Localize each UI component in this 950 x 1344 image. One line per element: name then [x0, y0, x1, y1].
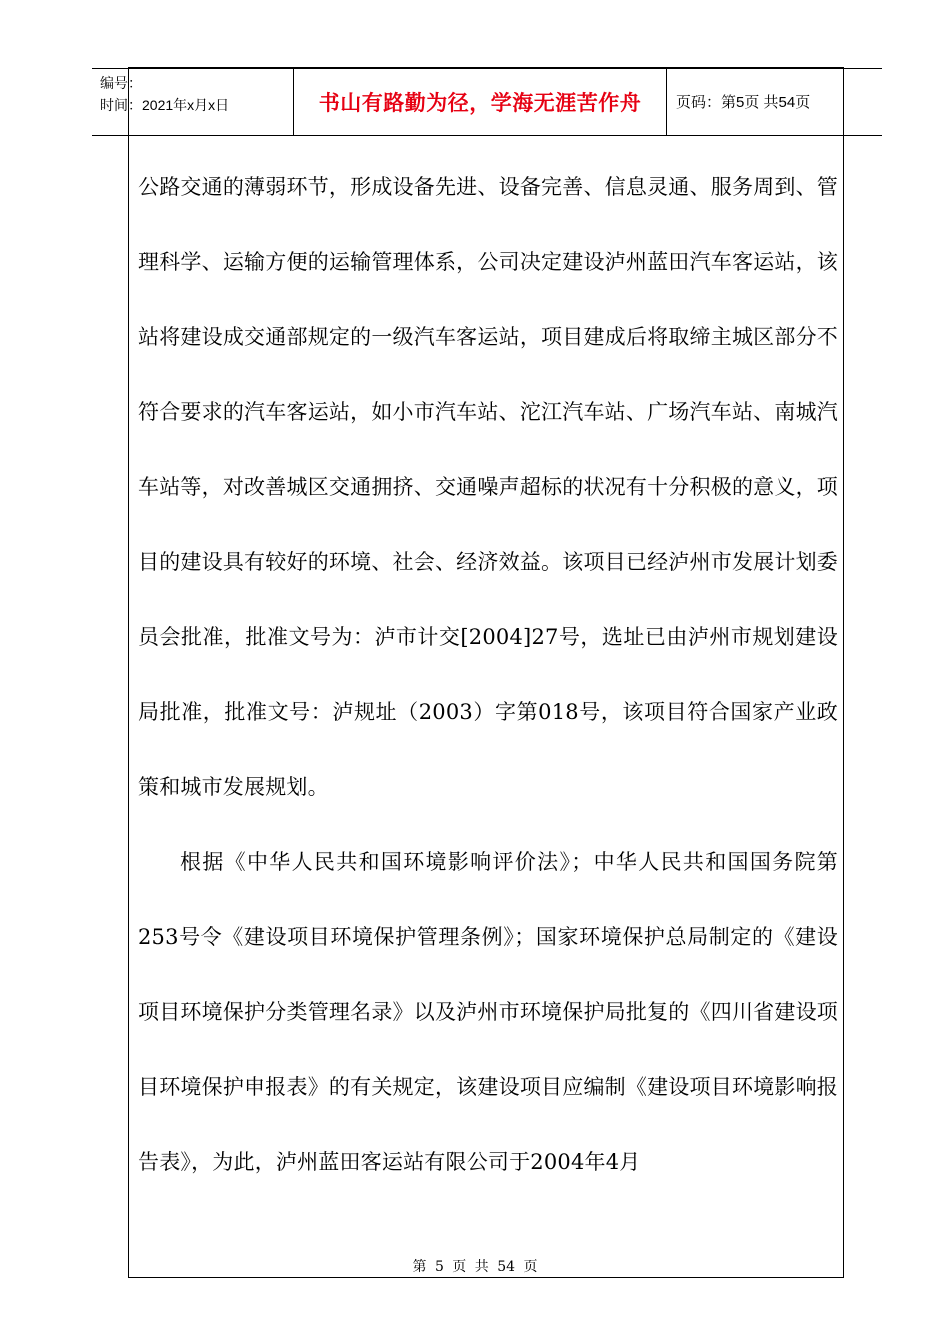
body-paragraph: 公路交通的薄弱环节，形成设备先进、设备完善、信息灵通、服务周到、管理科学、运输方便的运输管理体系，公司决定建设泸州蓝田汽车客运站，该站将建设成交通部规定的一级汽车客运站，项目建成后将取缔主城区部分不符合要求的汽车客运站，如小市汽车站、沱江汽车站、广场汽车站、南城汽车站等，对改善城区交通拥挤、交通噪声超标的状况有十分积极的意义，项目的建设具有较好的环境、社会、经济效益。该项目已经泸州市发展计划委员会批准，批准文号为：泸市计交[2004]27号，选址已由泸州市规划建设局批准，批准文号：泸规址（2003）字第018号，该项目符合国家产业政策和城市发展规划。 [138, 175, 838, 799]
header-page-info: 页码：第5页 共54页 [676, 94, 811, 111]
body-paragraph: 根据《中华人民共和国环境影响评价法》；中华人民共和国国务院第253号令《建设项目环境保护管理条例》；国家环境保护总局制定的《建设项目环境保护分类管理名录》以及泸州市环境保护局批复的《四川省建设项目环境保护申报表》的有关规定，该建设项目应编制《建设项目环境影响报告表》，为此，泸州蓝田客运站有限公司于2004年4月 [138, 850, 838, 1174]
document-number: 编号： [100, 75, 142, 91]
page-footer: 第 5 页 共 54 页 [412, 1259, 538, 1275]
document-body [138, 150, 838, 1200]
header-meta [100, 72, 229, 116]
document-date: 时间：2021年x月x日 [100, 97, 230, 113]
header-bottom-rule [92, 135, 882, 136]
header-motto: 书山有路勤为径，学海无涯苦作舟 [318, 90, 642, 115]
